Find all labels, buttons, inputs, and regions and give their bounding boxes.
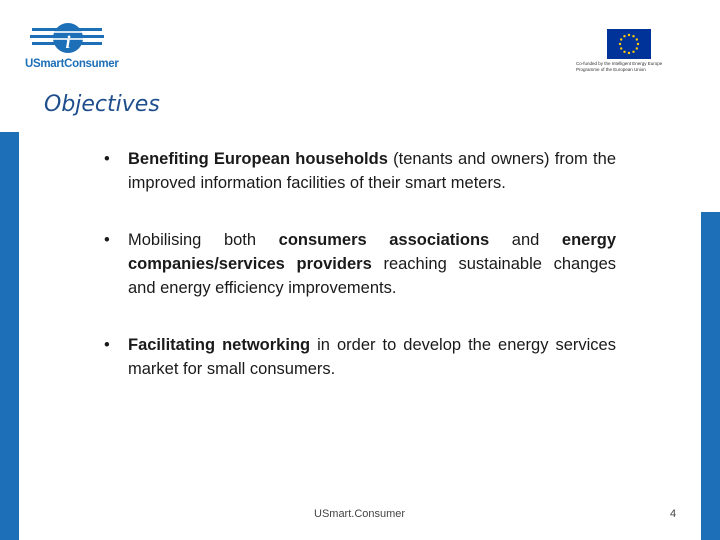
bullet-item [104, 147, 616, 195]
bullet-bold: consumers associations [278, 231, 490, 249]
bullet-bold: Facilitating networking [128, 336, 311, 354]
bullet-text: and [489, 231, 562, 249]
eu-caption-line1: Co-funded by the Intelligent Energy Europe [576, 61, 663, 66]
page-number: 4 [670, 508, 677, 520]
eu-cofunding-mark [576, 29, 686, 77]
bullet-bold: energy companies/services providers [128, 231, 617, 273]
bullet-list [104, 147, 616, 381]
eu-flag-icon [607, 29, 651, 59]
logo-text: USmartConsumer [25, 58, 119, 70]
globe-logo-icon [22, 18, 122, 58]
eu-caption [576, 61, 686, 73]
svg-text:i: i [65, 32, 71, 52]
right-accent-bar [701, 212, 720, 540]
eu-caption-line2: Programme of the European Union [576, 67, 646, 72]
bullet-text: reaching sustainable changes and energy efficiency improvements. [128, 255, 617, 297]
usmartconsumer-logo [22, 18, 122, 76]
left-accent-bar [0, 132, 19, 540]
footer-text: USmart.Consumer [314, 508, 406, 520]
bullet-bold: Benefiting European households [128, 150, 388, 168]
bullet-text: in order to develop the energy services market for small consumers. [128, 336, 616, 378]
bullet-text: (tenants and owners) from the improved information facilities of their smart meters. [128, 150, 616, 192]
bullet-item [104, 228, 616, 300]
bullet-text: Mobilising both [128, 231, 279, 249]
slide-title: Objectives [44, 92, 160, 117]
bullet-item [104, 333, 616, 381]
